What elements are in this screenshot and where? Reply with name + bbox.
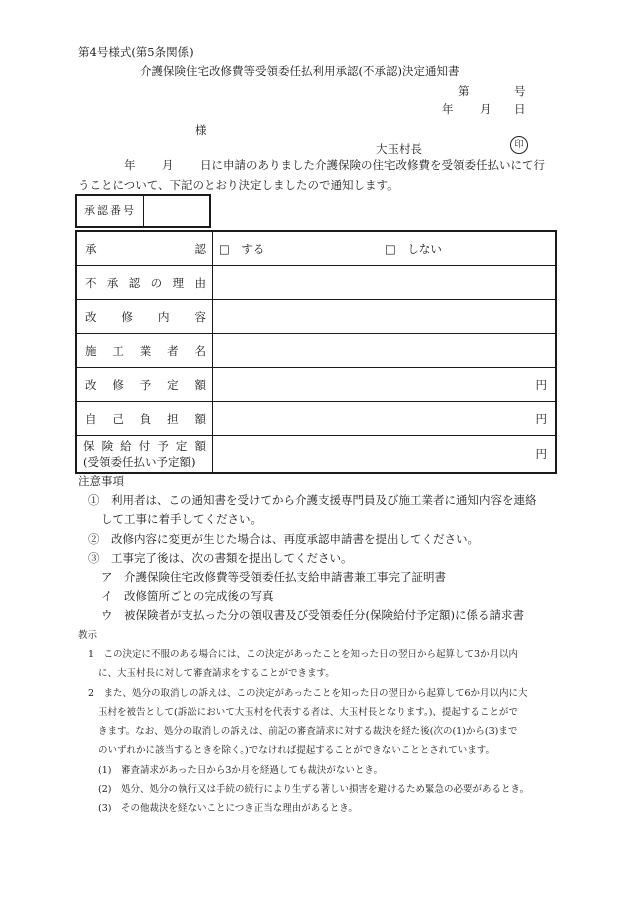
teaching-p2-line-2: 玉村を被告として(訴訟において大玉村を代表する者は、大玉村長となります。)、提起することがで: [98, 707, 518, 718]
row-benefit: [77, 436, 555, 472]
approval-label-char-2: 認: [194, 241, 206, 256]
note-sub-a: ア 介護保険住宅改修費等受領委任払支給申請書兼工事完了証明書: [101, 570, 446, 584]
reason-label-text: [77, 266, 212, 299]
number-suffix: 号: [514, 84, 526, 98]
note-sub-i: イ 改修箇所ごとの完成後の写真: [101, 589, 274, 603]
approval-label: [77, 232, 213, 265]
planned-amount-label: [77, 368, 213, 401]
planned-amount-label-text: [77, 368, 212, 401]
number-label: 第: [458, 84, 470, 98]
date-month: 月: [480, 102, 492, 116]
note-item-1-line-1: ① 利用者は、この通知書を受けてから介護支援専門員及び施工業者に通知内容を連絡: [88, 493, 537, 507]
planned-amount-value: [213, 368, 555, 401]
contractor-label-text: [77, 334, 212, 367]
benefit-value: [213, 436, 555, 472]
teaching-condition-1: (1) 審査請求があった日から3か月を経過しても裁決がないとき。: [98, 765, 384, 776]
benefit-label-line-1-char: 給: [120, 439, 132, 453]
self-pay-label-text: [77, 402, 212, 435]
benefit-label-line-1: [83, 438, 206, 454]
planned-amount-label-text-char: 修: [112, 377, 124, 392]
row-planned-amount: [77, 368, 555, 402]
intro-year: 年: [124, 158, 136, 172]
self-pay-yen: 円: [535, 411, 547, 426]
option-approve[interactable]: □ する: [219, 241, 265, 256]
note-item-3: ③ 工事完了後は、次の書類を提出してください。: [88, 551, 353, 565]
intro-month: 月: [162, 158, 174, 172]
benefit-label-line-1-char: 保: [83, 439, 95, 453]
self-pay-label-text-char: 自: [85, 411, 97, 426]
document-title: 介護保険住宅改修費等受領委任払利用承認(不承認)決定通知書: [140, 64, 460, 78]
benefit-label-line-1-char: 付: [138, 439, 151, 453]
intro-day-rest: 日に申請のありました介護保険の住宅改修費を受領委任払いにて行: [200, 158, 545, 172]
row-approval: [77, 232, 555, 266]
contractor-label-text-char: 施: [85, 343, 97, 358]
repair-content-label-text-char: 修: [121, 309, 133, 324]
planned-amount-label-text-char: 改: [85, 377, 97, 392]
note-sub-u: ウ 被保険者が支払った分の領収書及び受領委任分(保険給付予定額)に係る請求書: [101, 608, 524, 622]
planned-amount-label-text-char: 定: [167, 377, 179, 392]
repair-content-label: [77, 300, 213, 333]
self-pay-label-text-char: 己: [112, 411, 124, 426]
row-repair-content: [77, 300, 555, 334]
benefit-label-line-1-char: 額: [194, 439, 206, 453]
row-self-pay: [77, 402, 555, 436]
repair-content-label-text-char: 改: [85, 309, 97, 324]
approval-number-box: [75, 194, 211, 228]
repair-content-value: [213, 300, 555, 333]
repair-content-label-text-char: 内: [158, 309, 170, 324]
teaching-condition-2: (2) 処分、処分の執行又は手続の続行により生ずる著しい損害を避けるため緊急の必要があるとき。: [98, 784, 530, 795]
benefit-label-line-2: (受領委任払い予定額): [83, 455, 196, 469]
reason-label-text-char: 理: [172, 275, 185, 290]
form-label: 第4号様式(第5条関係): [78, 45, 194, 59]
teaching-p1-line-2: に、大玉村長に対して審査請求をすることができます。: [98, 668, 335, 679]
teaching-p2-line-4: のいずれかに該当するときを除く。)でなければ提起することができないこととされています。: [98, 745, 496, 756]
teaching-p1-line-1: 1 この決定に不服のある場合には、この決定があったことを知った日の翌日から起算して3か月以内: [88, 649, 518, 660]
sender-name: 大玉村長: [376, 142, 422, 156]
self-pay-value: [213, 402, 555, 435]
teaching-heading: 教示: [78, 630, 98, 641]
self-pay-label-text-char: 負: [139, 411, 152, 426]
contractor-label: [77, 334, 213, 367]
reason-label-text-char: 不: [85, 275, 97, 290]
intro-line-2: うことについて、下記のとおり決定しましたので通知します。: [78, 178, 399, 192]
benefit-yen: 円: [535, 447, 547, 461]
repair-content-label-text: [77, 300, 212, 333]
planned-amount-yen: 円: [535, 377, 547, 392]
teaching-p2-line-1: 2 また、処分の取消しの訴えは、この決定があったことを知った日の翌日から起算して6か月以内に大: [88, 688, 528, 699]
planned-amount-label-text-char: 予: [139, 377, 152, 392]
note-item-1-line-2: して工事に着手してください。: [101, 512, 262, 526]
date-day: 日: [514, 102, 526, 116]
self-pay-label: [77, 402, 213, 435]
reason-label-text-char: 認: [128, 275, 141, 290]
benefit-label-line-1-char: 険: [101, 439, 114, 453]
contractor-label-text-char: 工: [112, 343, 124, 358]
teaching-p2-line-3: きます。なお、処分の取消しの訴えは、前記の審査請求に対する裁決を経た後(次の(1)から(3)まで: [98, 726, 518, 737]
row-reason: [77, 266, 555, 300]
planned-amount-label-text-char: 額: [194, 377, 206, 392]
notes-heading: 注意事項: [78, 474, 124, 488]
intro-line-1: [78, 157, 558, 173]
contractor-label-text-char: 業: [139, 343, 152, 358]
date-year: 年: [442, 102, 454, 116]
contractor-value: [213, 334, 555, 367]
row-contractor: [77, 334, 555, 368]
reason-value: [213, 266, 555, 299]
benefit-label: [77, 436, 213, 472]
benefit-label-line-1-char: 予: [157, 439, 169, 453]
self-pay-label-text-char: 額: [194, 411, 206, 426]
option-reject[interactable]: □ しない: [385, 241, 442, 256]
repair-content-label-text-char: 容: [194, 309, 206, 324]
self-pay-label-text-char: 担: [167, 411, 179, 426]
note-item-2: ② 改修内容に変更が生じた場合は、再度承認申請書を提出してください。: [88, 532, 479, 546]
approval-label-char-1: 承: [85, 241, 97, 256]
contractor-label-text-char: 者: [167, 343, 179, 358]
seal-stamp: 印: [510, 136, 528, 154]
approval-label-text: [77, 232, 212, 265]
approval-value: [213, 232, 555, 265]
reason-label-text-char: 由: [194, 275, 206, 290]
contractor-label-text-char: 名: [194, 343, 206, 358]
reason-label-text-char: の: [150, 275, 163, 290]
approval-number-label: 承認番号: [77, 196, 144, 226]
decision-table: [75, 230, 557, 474]
reason-label: [77, 266, 213, 299]
reason-label-text-char: 承: [106, 275, 119, 290]
teaching-condition-3: (3) その他裁決を経ないことにつき正当な理由があるとき。: [98, 803, 358, 814]
recipient-honorific: 様: [195, 123, 207, 137]
benefit-label-line-1-char: 定: [175, 439, 188, 453]
